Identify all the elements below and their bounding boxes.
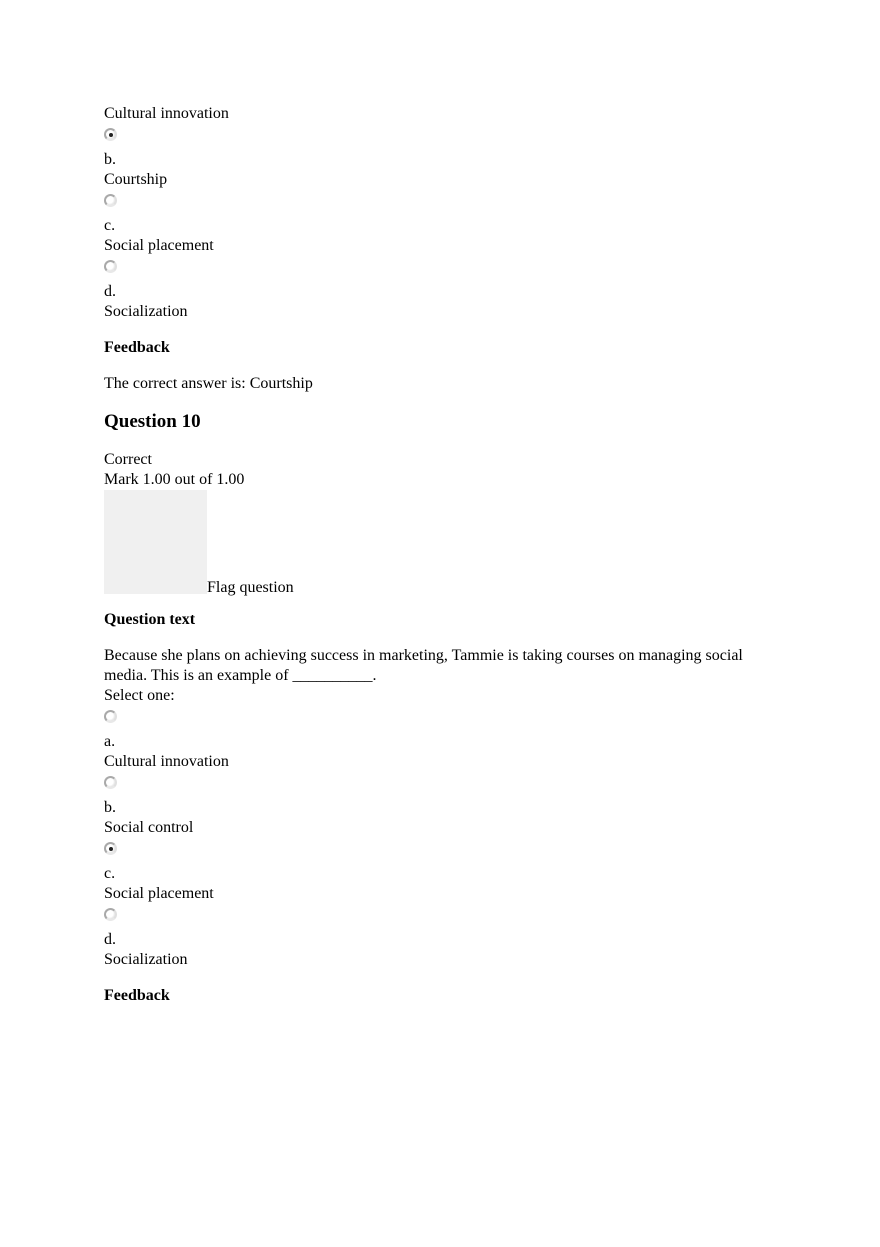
option-letter: d.: [104, 283, 116, 300]
radio-row: [104, 772, 784, 798]
radio-button-a[interactable]: [104, 710, 117, 723]
flag-question-row: [104, 490, 784, 594]
radio-row: [104, 190, 784, 216]
radio-button-d[interactable]: [104, 908, 117, 921]
option-text: Social placement: [104, 885, 214, 902]
radio-button[interactable]: [104, 260, 117, 273]
option-text: Socialization: [104, 951, 188, 968]
flag-icon[interactable]: [104, 490, 207, 594]
feedback-text: The correct answer is: Courtship: [104, 375, 313, 392]
option-letter: c.: [104, 217, 116, 234]
question-mark: Mark 1.00 out of 1.00: [104, 471, 245, 488]
radio-button[interactable]: [104, 194, 117, 207]
question-text: Because she plans on achieving success in marketing, Tammie is taking courses on managing social media. This is an example of __________.: [104, 647, 743, 684]
option-text: Social control: [104, 819, 194, 836]
feedback-heading: Feedback: [104, 987, 170, 1004]
question-text-heading: Question text: [104, 611, 196, 628]
option-text: Social placement: [104, 237, 214, 254]
flag-question-link[interactable]: Flag question: [207, 579, 294, 596]
option-text: Courtship: [104, 171, 168, 188]
option-letter: b.: [104, 799, 116, 816]
option-text: Cultural innovation: [104, 753, 229, 770]
radio-button-checked[interactable]: [104, 128, 117, 141]
question-status: Correct: [104, 451, 152, 468]
option-letter: a.: [104, 733, 116, 750]
option-text: Cultural innovation: [104, 105, 229, 122]
option-letter: b.: [104, 151, 116, 168]
radio-row: [104, 838, 784, 864]
option-text: Socialization: [104, 303, 188, 320]
quiz-review-page: [104, 104, 784, 1006]
radio-row: [104, 706, 784, 732]
radio-row: [104, 256, 784, 282]
radio-button-b[interactable]: [104, 776, 117, 789]
radio-row: [104, 904, 784, 930]
radio-button-c-checked[interactable]: [104, 842, 117, 855]
radio-row: [104, 124, 784, 150]
question-title: Question 10: [104, 411, 201, 432]
select-prompt: Select one:: [104, 687, 175, 704]
feedback-heading: Feedback: [104, 339, 170, 356]
option-letter: c.: [104, 865, 116, 882]
option-letter: d.: [104, 931, 116, 948]
